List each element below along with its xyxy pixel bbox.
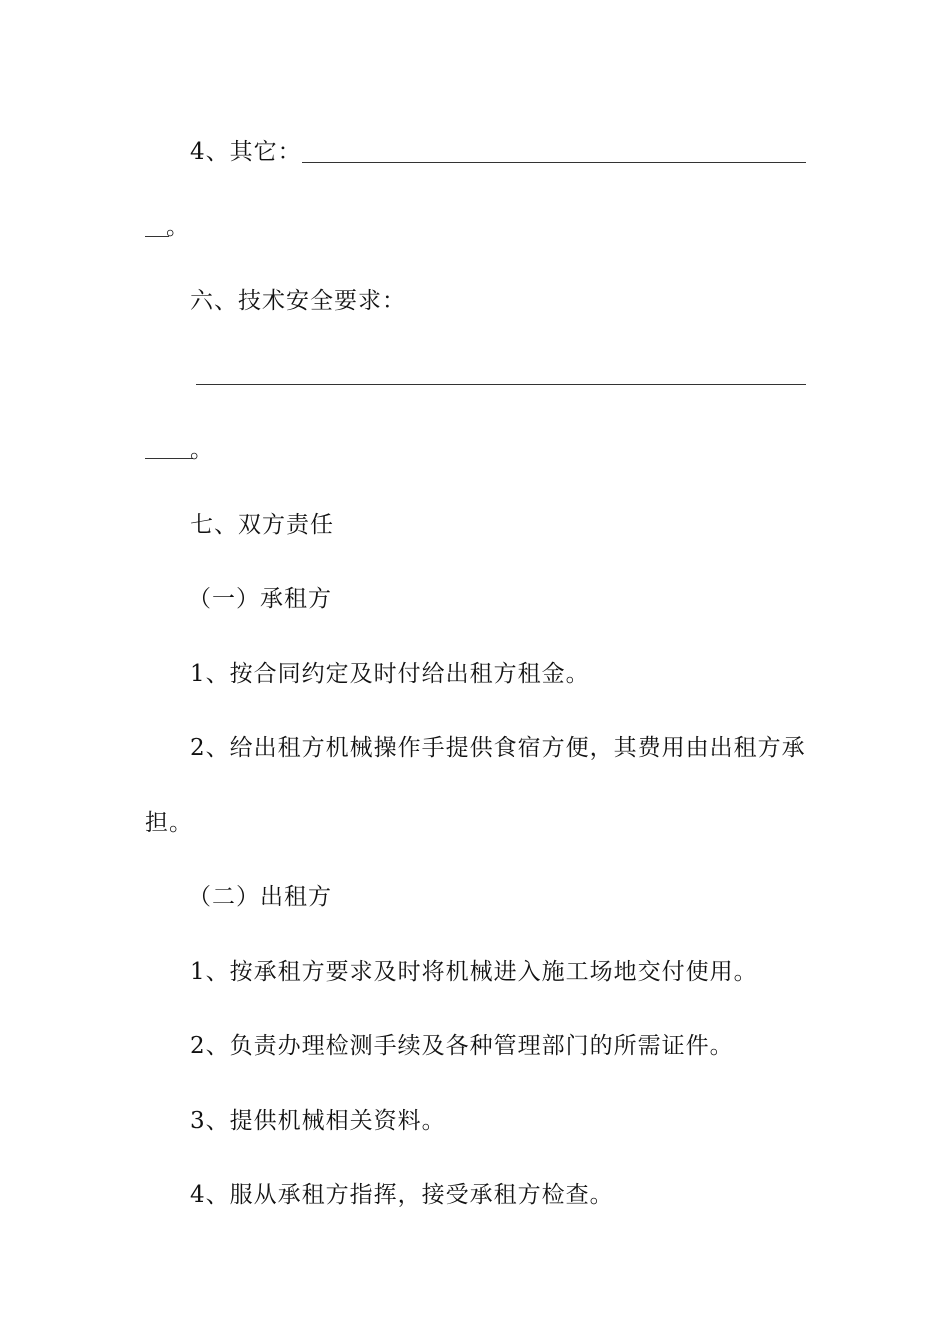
lessor-item-1: 1、按承租方要求及时将机械进入施工场地交付使用。 — [190, 959, 758, 985]
section6-blank-continuation — [145, 458, 193, 459]
item-other-blank-line — [302, 162, 806, 163]
lessor-item-2: 2、负责办理检测手续及各种管理部门的所需证件。 — [190, 1033, 734, 1059]
lessee-item-2: 2、给出租方机械操作手提供食宿方便，其费用由出租方承 — [190, 735, 806, 761]
section6-end: 。 — [190, 437, 214, 463]
item-other-label: 4、其它： — [190, 139, 302, 165]
section7-heading: 七、双方责任 — [190, 512, 334, 538]
section6-blank-line — [196, 384, 806, 385]
lessee-heading: （一）承租方 — [188, 586, 332, 612]
lessee-item-1: 1、按合同约定及时付给出租方租金。 — [190, 661, 590, 687]
lessor-item-4: 4、服从承租方指挥，接受承租方检查。 — [190, 1182, 614, 1208]
lessor-heading: （二）出租方 — [188, 884, 332, 910]
section6-heading: 六、技术安全要求： — [190, 288, 406, 314]
lessee-item-2-continuation: 担。 — [145, 810, 193, 836]
lessor-item-3: 3、提供机械相关资料。 — [190, 1108, 446, 1134]
item-other-end: 。 — [166, 214, 190, 240]
